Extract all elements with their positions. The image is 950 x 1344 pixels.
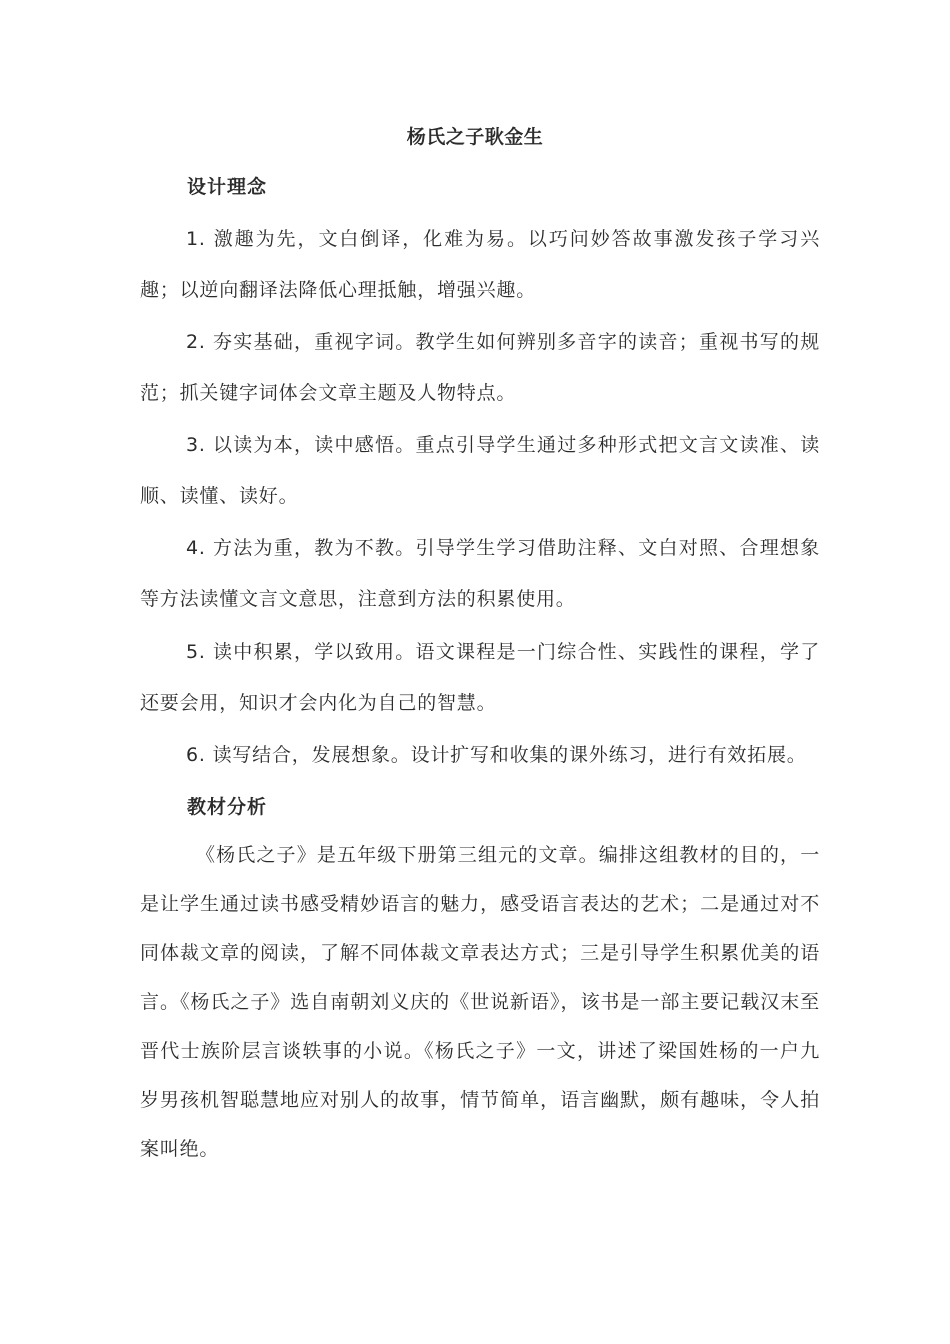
design-concept-item-3: 3. 以读为本，读中感悟。重点引导学生通过多种形式把文言文读准、读顺、读懂、读好。 <box>140 434 820 507</box>
design-concept-item-6: 6. 读写结合，发展想象。设计扩写和收集的课外练习，进行有效拓展。 <box>186 744 807 766</box>
section-heading-textbook-analysis: 教材分析 <box>187 796 268 818</box>
textbook-analysis-paragraph: 《杨氏之子》是五年级下册第三组元的文章。编排这组教材的目的，一是让学生通过读书感受精妙语言的魅力，感受语言表达的艺术；二是通过对不同体裁文章的阅读，了解不同体裁文章表达方式；三是引导学生积累优美的语言。《杨氏之子》选自南朝刘义庆的《世说新语》，该书是一部主要记载汉末至晋代士族阶层言谈轶事的小说。《杨氏之子》一文，讲述了梁国姓杨的一户九岁男孩机智聪慧地应对别人的故事，情节简单，语言幽默，颇有趣味，令人拍案叫绝。 <box>140 844 820 1160</box>
design-concept-item-1: 1. 激趣为先，文白倒译，化难为易。以巧问妙答故事激发孩子学习兴趣；以逆向翻译法降低心理抵触，增强兴趣。 <box>140 228 820 301</box>
design-concept-item-5: 5. 读中积累，学以致用。语文课程是一门综合性、实践性的课程，学了还要会用，知识才会内化为自己的智慧。 <box>140 641 820 714</box>
document-title: 杨氏之子耿金生 <box>406 126 544 148</box>
design-concept-item-4: 4. 方法为重，教为不教。引导学生学习借助注释、文白对照、合理想象等方法读懂文言文意思，注意到方法的积累使用。 <box>140 537 820 610</box>
section-heading-design-concept: 设计理念 <box>187 176 268 198</box>
design-concept-item-2: 2. 夯实基础，重视字词。教学生如何辨别多音字的读音；重视书写的规范；抓关键字词体会文章主题及人物特点。 <box>140 331 820 404</box>
